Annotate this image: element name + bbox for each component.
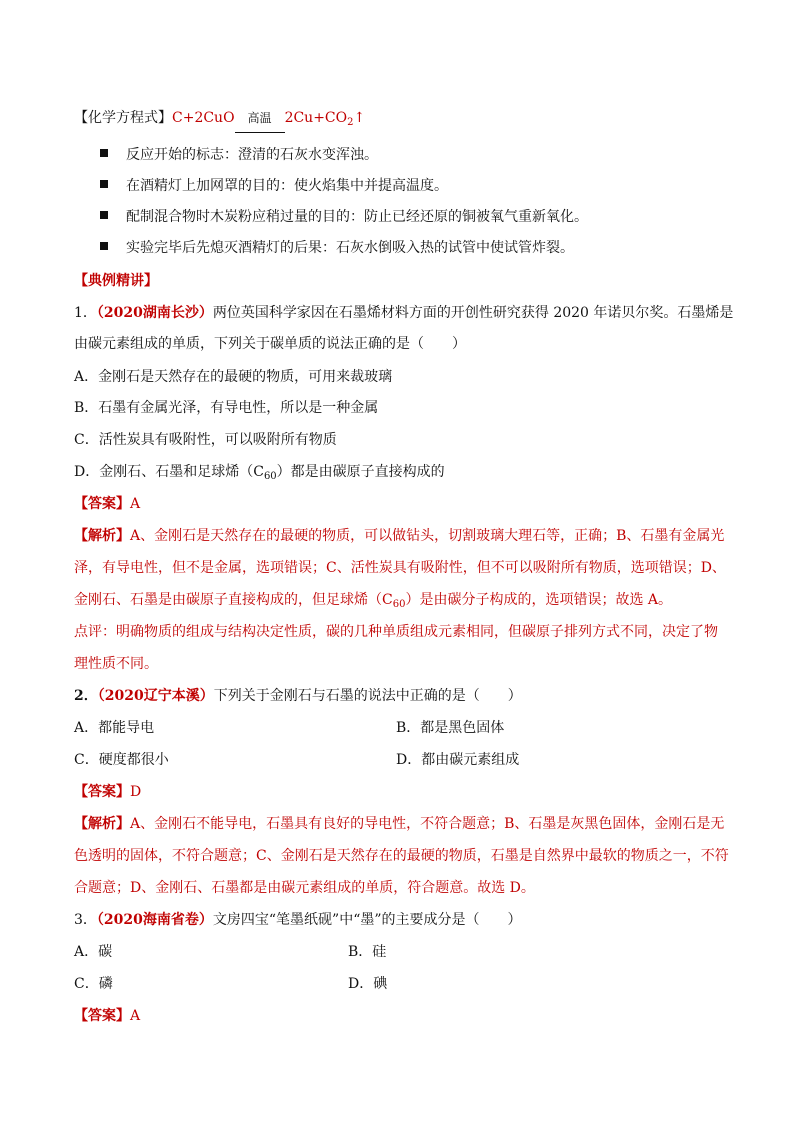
equation-label: 【化学方程式】 [74,110,172,126]
bullet-item: 在酒精灯上加网罩的目的：使火焰集中并提高温度。 [100,176,448,196]
reaction-condition [235,111,285,133]
question-source: （2020辽宁本溪） [97,688,214,704]
q2-option-a: A．都能导电 [74,720,155,736]
chemical-equation [74,108,365,133]
square-bullet-icon [100,149,108,157]
q1-answer: 【答案】A [74,496,141,512]
q1-option-a: A．金刚石是天然存在的最硬的物质，可用来裁玻璃 [74,369,393,385]
q1-option-d: D．金刚石、石墨和足球烯$(C_{60})$都是由碳原子直接构成的 [74,464,445,482]
square-bullet-icon [100,211,108,219]
q2-option-b: B．都是黑色固体 [396,720,505,736]
q1-analysis: 【解析】A、金刚石是天然存在的最硬的物质，可以做钻头，切割玻璃大理石等，正确；B、石墨有金属光 [74,528,725,544]
q2-analysis-cont: 色透明的固体，不符合题意；C、金刚石是天然存在的最硬的物质，石墨是自然界中最软的物质之一，不符 [74,848,729,864]
question-1-stem-cont: 由碳元素组成的单质，下列关于碳单质的说法正确的是（ ） [74,336,466,352]
q3-option-a: A．碳 [74,944,113,960]
q3-answer: 【答案】A [74,1008,141,1024]
question-1-stem: 1．（2020湖南长沙）两位英国科学家因在石墨烯材料方面的开创性研究获得 2020 年诺贝尔奖。石墨烯是 [74,305,734,321]
q3-option-b: B．硅 [348,944,387,960]
bullet-item: 实验完毕后先熄灭酒精灯的后果：石灰水倒吸入热的试管中使试管炸裂。 [100,238,574,258]
condition-label: 高温 [247,111,272,125]
bullet-item: 反应开始的标志：澄清的石灰水变浑浊。 [100,145,378,165]
square-bullet-icon [100,180,108,188]
equation-left: C+2CuO [172,110,235,126]
question-3-stem: 3．（2020海南省卷）文房四宝“笔墨纸砚”中“墨”的主要成分是（ ） [74,912,522,928]
question-source: （2020湖南长沙） [96,305,213,321]
q2-answer: 【答案】D [74,784,142,800]
q2-analysis: 【解析】A、金刚石不能导电，石墨具有良好的导电性，不符合题意；B、石墨是灰黑色固体，金刚石是无 [74,816,725,832]
bullet-item: 配制混合物时木炭粉应稍过量的目的：防止已经还原的铜被氧气重新氧化。 [100,207,588,227]
q2-analysis-cont: 合题意；D、金刚石、石墨都是由碳元素组成的单质，符合题意。故选 D。 [74,880,535,896]
q1-option-b: B．石墨有金属光泽，有导电性，所以是一种金属 [74,400,379,416]
reaction-bar [235,132,285,133]
section-title: 【典例精讲】 [74,273,158,289]
question-source: （2020海南省卷） [96,912,213,928]
q3-option-d: D．碘 [348,976,388,992]
q1-analysis-cont: 金刚石、石墨是由碳原子直接构成的，但足球烯$(C_{60})$是由碳分子构成的，选项错误；故选 A。 [74,592,673,610]
question-2-stem: 2．（2020辽宁本溪）下列关于金刚石与石墨的说法中正确的是（ ） [74,688,522,704]
equation-right: $2Cu+CO_2↑$ [284,110,366,128]
q1-comment-cont: 理性质不同。 [74,656,158,672]
square-bullet-icon [100,242,108,250]
q3-option-c: C．磷 [74,976,113,992]
q1-analysis-cont: 泽，有导电性，但不是金属，选项错误；C、活性炭具有吸附性，但不可以吸附所有物质，选项错误；D、 [74,560,726,576]
q2-option-c: C．硬度都很小 [74,752,169,768]
q2-option-d: D．都由碳元素组成 [396,752,520,768]
q1-comment: 点评：明确物质的组成与结构决定性质，碳的几种单质组成元素相同，但碳原子排列方式不同，决定了物 [74,624,718,640]
q1-option-c: C．活性炭具有吸附性，可以吸附所有物质 [74,432,337,448]
